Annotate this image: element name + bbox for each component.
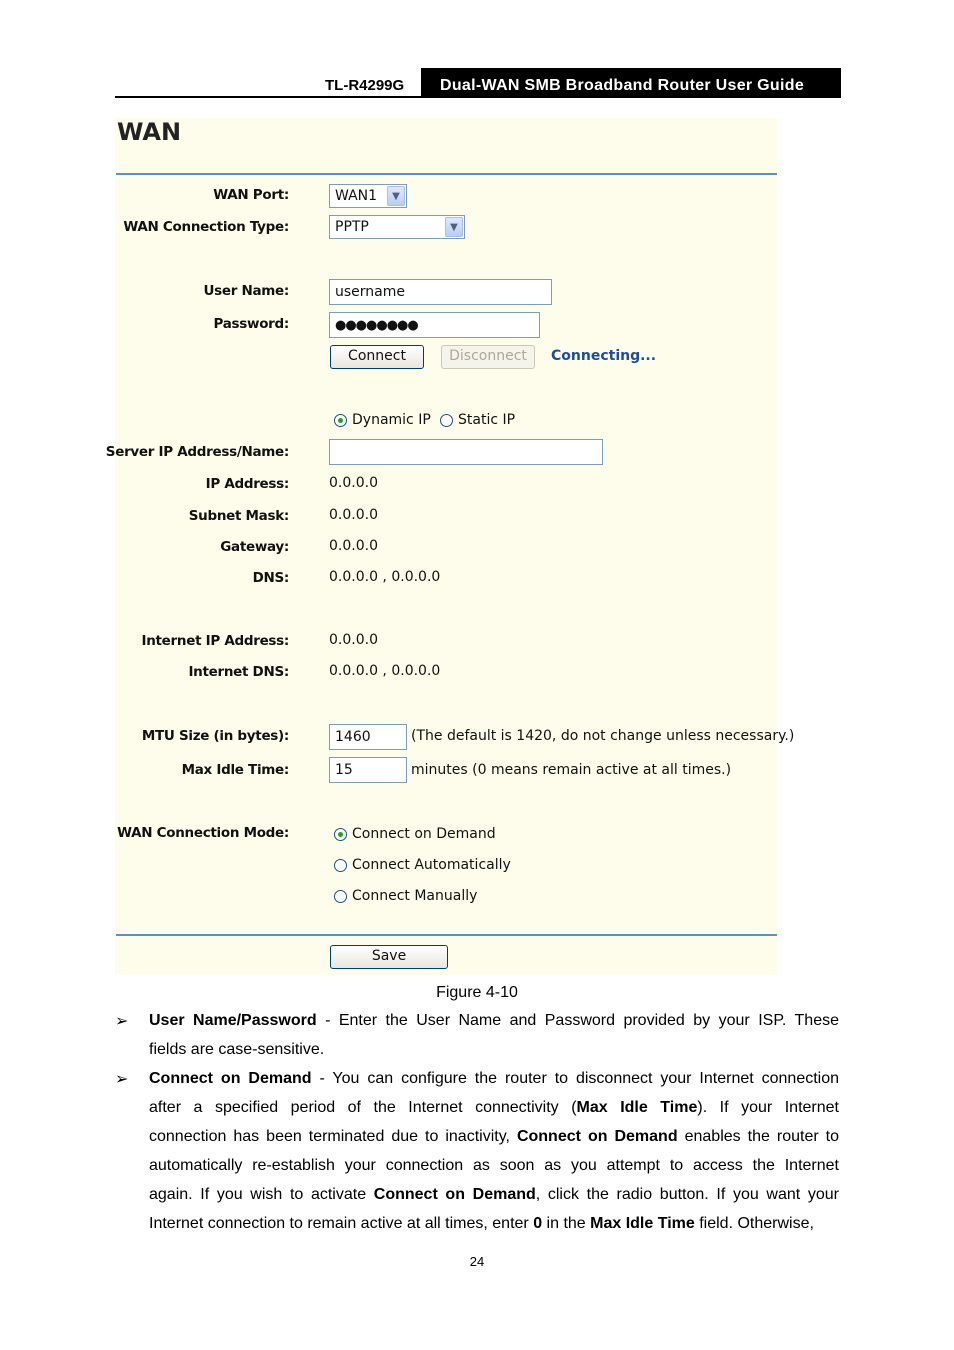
connect-button[interactable]: Connect [330, 345, 424, 369]
internet-dns-label: Internet DNS: [188, 664, 289, 680]
static-ip-radio[interactable] [440, 412, 515, 428]
connect-automatically-radio[interactable] [334, 857, 511, 873]
conn-mode-label: WAN Connection Mode: [117, 825, 289, 841]
radio-unselected-icon [334, 859, 347, 872]
mtu-note: (The default is 1420, do not change unless necessary.) [411, 728, 795, 744]
paragraph-line: automatically re-establish your connection as soon as you attempt to access the Internet [149, 1157, 839, 1174]
user-name-password-paragraph [149, 1006, 839, 1064]
save-button[interactable]: Save [330, 945, 448, 969]
gateway-label: Gateway: [220, 539, 289, 555]
subnet-mask-value: 0.0.0.0 [329, 507, 378, 523]
chevron-down-icon: ▼ [387, 186, 405, 206]
connect-automatically-label: Connect Automatically [352, 857, 511, 873]
connect-on-demand-radio[interactable] [334, 826, 496, 842]
radio-selected-icon [334, 828, 347, 841]
internet-dns-value: 0.0.0.0 , 0.0.0.0 [329, 663, 441, 679]
radio-unselected-icon [440, 414, 453, 427]
user-name-input[interactable]: username [329, 279, 552, 305]
radio-selected-icon [334, 414, 347, 427]
conn-type-value: PPTP [335, 219, 369, 235]
bullet-icon: ➢ [115, 1071, 129, 1088]
server-label: Server IP Address/Name: [105, 444, 289, 460]
ip-address-value: 0.0.0.0 [329, 475, 378, 491]
paragraph-line: User Name/Password - Enter the User Name and Password provided by your ISP. These [149, 1012, 839, 1029]
idle-input[interactable]: 15 [329, 757, 407, 783]
bottom-divider [116, 934, 777, 936]
static-ip-label: Static IP [458, 412, 516, 428]
paragraph-line: again. If you wish to activate Connect on Demand, click the radio button. If you want your [149, 1186, 839, 1203]
password-label: Password: [213, 316, 289, 332]
idle-note: minutes (0 means remain active at all times.) [411, 762, 732, 778]
connect-manually-label: Connect Manually [352, 888, 478, 904]
radio-unselected-icon [334, 890, 347, 903]
page-title: WAN [117, 118, 182, 146]
bullet-icon: ➢ [115, 1013, 129, 1030]
top-divider [116, 173, 777, 175]
paragraph-line: fields are case-sensitive. [149, 1041, 325, 1058]
manual-model: TL-R4299G [325, 77, 405, 94]
password-input[interactable]: ●●●●●●●● [329, 312, 540, 338]
server-input[interactable] [329, 439, 603, 465]
manual-title: Dual-WAN SMB Broadband Router User Guide [421, 68, 841, 98]
connect-manually-radio[interactable] [334, 888, 477, 904]
dynamic-ip-label: Dynamic IP [352, 412, 431, 428]
wan-port-label: WAN Port: [213, 187, 289, 203]
dns-value: 0.0.0.0 , 0.0.0.0 [329, 569, 441, 585]
ip-address-label: IP Address: [205, 476, 289, 492]
wan-port-select[interactable] [329, 184, 407, 208]
figure-caption: Figure 4-10 [436, 984, 518, 1001]
user-name-label: User Name: [203, 283, 289, 299]
header-rule [115, 96, 841, 98]
internet-ip-label: Internet IP Address: [141, 633, 289, 649]
subnet-mask-label: Subnet Mask: [188, 508, 289, 524]
mtu-label: MTU Size (in bytes): [141, 728, 289, 744]
conn-type-label: WAN Connection Type: [123, 219, 289, 235]
dns-label: DNS: [252, 570, 289, 586]
disconnect-button[interactable]: Disconnect [441, 345, 535, 369]
mtu-input[interactable]: 1460 [329, 724, 407, 750]
connect-on-demand-paragraph [149, 1064, 839, 1238]
idle-label: Max Idle Time: [181, 762, 289, 778]
paragraph-line: Internet connection to remain active at all times, enter 0 in the Max Idle Time field. Otherwise, [149, 1215, 814, 1232]
conn-type-select[interactable] [329, 215, 465, 239]
connection-status: Connecting... [551, 348, 657, 364]
paragraph-line: after a specified period of the Internet connectivity (Max Idle Time). If your Internet [149, 1099, 839, 1116]
wan-settings-panel [115, 118, 777, 975]
wan-port-value: WAN1 [335, 188, 378, 204]
dynamic-ip-radio[interactable] [334, 412, 431, 428]
paragraph-line: Connect on Demand - You can configure the router to disconnect your Internet connection [149, 1070, 840, 1087]
connect-on-demand-label: Connect on Demand [352, 826, 496, 842]
gateway-value: 0.0.0.0 [329, 538, 378, 554]
chevron-down-icon: ▼ [445, 217, 463, 237]
internet-ip-value: 0.0.0.0 [329, 632, 378, 648]
paragraph-line: connection has been terminated due to inactivity, Connect on Demand enables the router to [149, 1128, 839, 1145]
page-number: 24 [469, 1254, 485, 1269]
